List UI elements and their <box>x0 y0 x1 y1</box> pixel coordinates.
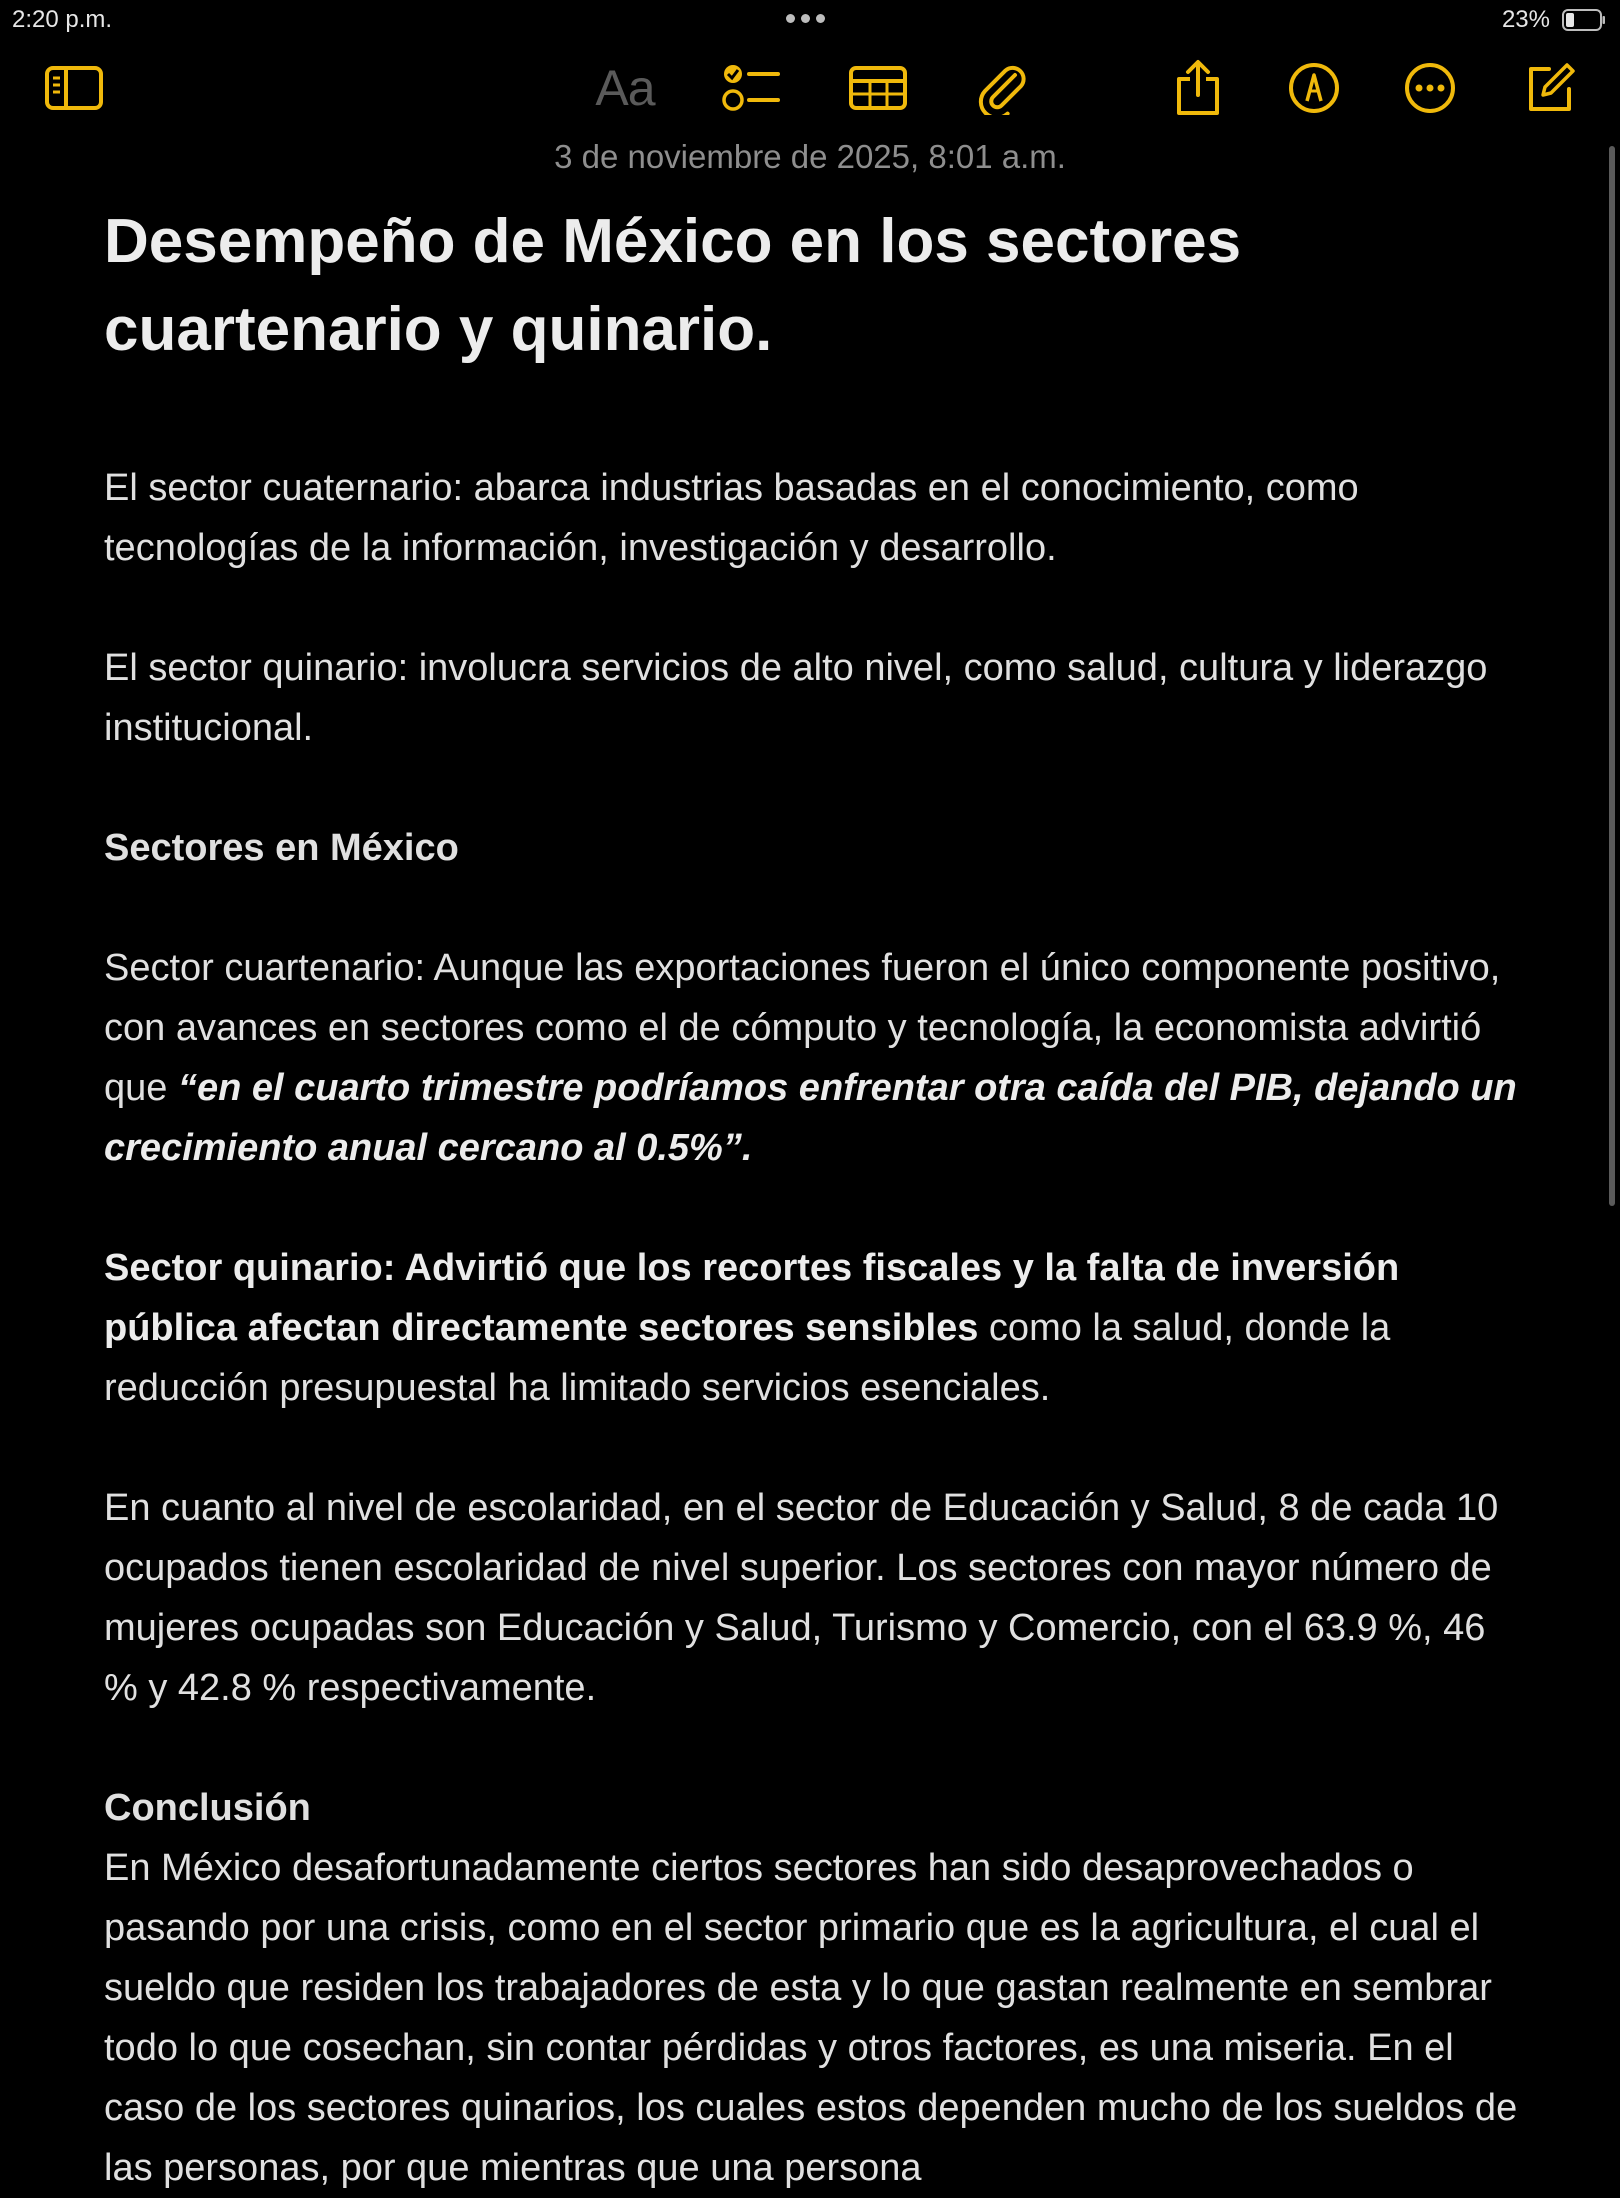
quote-text: “en el cuarto trimestre podríamos enfrentar otra caída del PIB, dejando un crecimiento anual cercano al 0.5%”. <box>104 1067 1517 1169</box>
paragraph-sector-quinario-bold: Sector quinario: Advirtió que los recortes fiscales y la falta de inversión pública afectan directamente sectores sensibles <box>104 1247 1400 1349</box>
table-button[interactable] <box>838 52 918 124</box>
toolbar <box>0 52 1620 132</box>
battery-percent: 23% <box>1501 6 1550 33</box>
paragraph-conclusion: En México desafortunadamente ciertos sectores han sido desaprovechados o pasando por una crisis, como en el sector primario que es la agricultura, el cual el sueldo que residen los trabajadores de esta y lo que gastan realmente en sembrar todo lo que cosechan, sin contar pérdidas y otros factores, es una miseria. En el caso de los sectores quinarios, los cuales estos dependen mucho de los sueldos de las personas, por que mientras que una persona <box>104 1847 1518 2189</box>
paragraph-escolaridad: En cuanto al nivel de escolaridad, en el sector de Educación y Salud, 8 de cada 10 ocupados tienen escolaridad de nivel superior. Los sectores con mayor número de mujeres ocupadas son Educación y Salud, Turismo y Comercio, con el 63.9 %, 46 % y 42.8 % respectivamente. <box>104 1487 1499 1709</box>
paragraph-sector-cuartenario <box>104 938 1524 1178</box>
note-title-line-2: cuartenario y quinario. <box>104 295 773 364</box>
paragraph-cuaternario-definition: El sector cuaternario: abarca industrias basadas en el conocimiento, como tecnologías de la información, investigación y desarrollo. <box>104 467 1359 569</box>
markup-button[interactable] <box>1274 52 1354 124</box>
note-date: 3 de noviembre de 2025, 8:01 a.m. <box>554 138 1066 175</box>
paragraph-sector-quinario-text: como la salud, donde la reducción presupuestal ha limitado servicios esenciales. <box>104 1307 1391 1409</box>
new-note-button[interactable] <box>1510 52 1590 124</box>
format-text-button[interactable]: Aa <box>595 60 655 116</box>
sidebar-icon <box>44 65 104 111</box>
battery-icon <box>1562 9 1606 31</box>
note-title-line-1: Desempeño de México en los sectores <box>104 207 1242 276</box>
checklist-icon <box>722 62 782 114</box>
attachment-button[interactable] <box>962 52 1042 124</box>
compose-icon <box>1523 61 1577 115</box>
note-body[interactable] <box>104 198 1524 2198</box>
sidebar-toggle-button[interactable] <box>34 52 114 124</box>
scrollbar[interactable] <box>1609 146 1615 1206</box>
paragraph-quinario-definition: El sector quinario: involucra servicios de alto nivel, como salud, cultura y liderazgo institucional. <box>104 647 1488 749</box>
more-icon <box>1403 61 1457 115</box>
markup-pen-icon <box>1287 61 1341 115</box>
more-options-button[interactable] <box>1390 52 1470 124</box>
paragraph-sector-cuartenario-text: Sector cuartenario: Aunque las exportaciones fueron el único componente positivo, con avances en sectores como el de cómputo y tecnología, la economista advirtió que <box>104 947 1501 1109</box>
share-button[interactable] <box>1158 52 1238 124</box>
checklist-button[interactable] <box>712 52 792 124</box>
heading-sectores-mexico: Sectores en México <box>104 827 459 869</box>
status-time: 2:20 p.m. <box>12 6 113 33</box>
paragraph-sector-quinario <box>104 1238 1524 1418</box>
heading-conclusion: Conclusión <box>104 1787 311 1829</box>
status-bar <box>0 0 1620 40</box>
share-icon <box>1173 59 1223 117</box>
table-icon <box>848 65 908 111</box>
note-title <box>104 198 1524 374</box>
paperclip-icon <box>975 61 1029 115</box>
multitasking-dots-icon[interactable] <box>786 14 825 23</box>
